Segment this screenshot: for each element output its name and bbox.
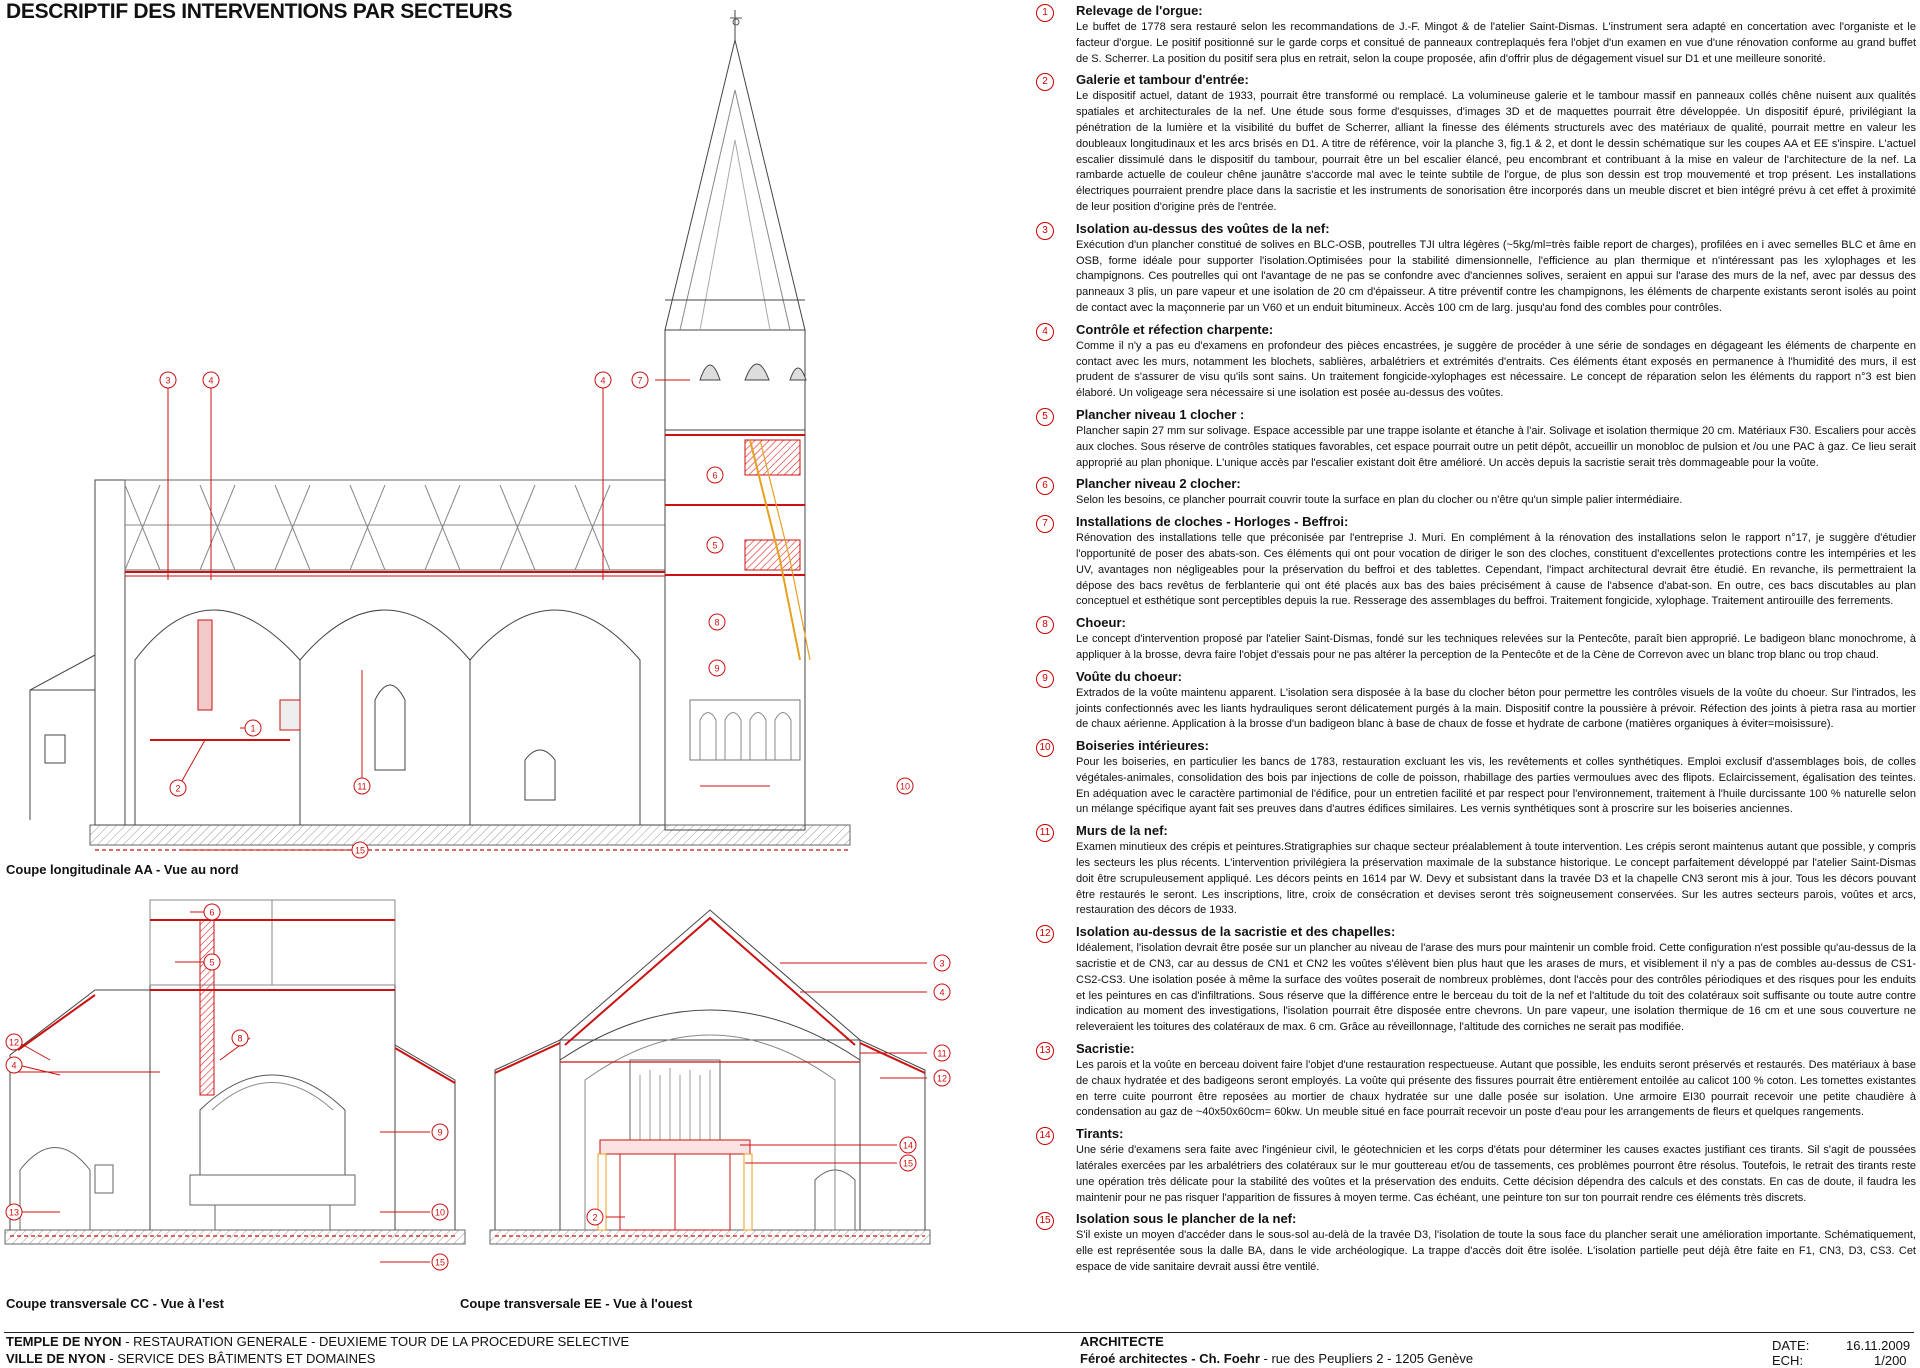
date-label: DATE: [1772,1338,1810,1353]
marker-2 [170,780,186,796]
intervention-description: Les parois et la voûte en berceau doivent faire l'objet d'une restauration respectueuse. Autant que possible, les enduits seront préservés et restaurés. Des matériaux à base de chaux hydratée et des badigeons seront employés. La voûte qui présente des fissures pourrait être entièrement entoilée au calicot 100 % coton. Les tomettes existantes en terre cuite pourront être reposées au mortier de chaux hydratée sur une dalle posée sur isolation. Une armoire EI30 pourrait recevoir une petite chaudière à condensation au gaz de ~40x50x60cm= 60kw. Un meuble situé en face pourrait recevoir un poste d'eau pour les arrangements de fleurs et quelques rangements. [1076,1059,1916,1119]
marker-11 [934,1045,950,1061]
intervention-item [1036,614,1916,664]
marker-label: 4 [939,987,945,998]
intervention-number: 1 [1036,4,1054,22]
project-line [6,1334,629,1349]
intervention-item [1036,737,1916,818]
intervention-description: Comme il n'y a pas eu d'examens en profondeur des pièces encastrées, je suggère de procéder à une série de sondages en dégageant les éléments de charpente en contact avec les murs, notamment les blochets, sablières, arbalétriers et extrémités d'entraits. Ces éléments étant exposés en permanence à l'humidité des murs, il est prudent de s'assurer de visu qu'ils sont sains. Un traitement fongicide-xylophages est nécessaire. Le concept de réparation selon les éléments du rapport n°3 est bien élaboré. Un voligeage sera nécessaire si une isolation est posée au-dessus des voûtes. [1076,339,1916,400]
intervention-description: S'il existe un moyen d'accéder dans le sous-sol au-delà de la travée D3, l'isolation de toute la sous face du plancher serait une amélioration importante. Schématiquement, elle est représentée sous la dalle BA, dans le vide archéologique. La trappe d'accès doit être isolée. L'isolation partielle peut déjà être faite en F1, CN3, D3, CS3. Cet espace de vide sanitaire devrait aussi être ventilé. [1076,1229,1916,1274]
intervention-title: Isolation sous le plancher de la nef: [1076,1211,1297,1227]
marker-label: 3 [165,375,171,386]
intervention-title: Tirants: [1076,1126,1124,1142]
marker-label: 8 [714,617,720,628]
intervention-number: 2 [1036,73,1054,91]
intervention-number: 13 [1036,1042,1054,1060]
marker-label: 10 [899,781,911,792]
intervention-item [1036,513,1916,610]
intervention-description: Exécution d'un plancher constitué de solives en BLC-OSB, poutrelles TJI ultra légères (~5kg/ml=très faible report de charges), profilées en i avec semelles BLC et âme en OSB, forme idéale pour supporter l'isolation.Optimisées pour la stabilité dimensionnelle, l'efficience au plan thermique et n'intéressant pas les xylophages et les champignons. Ces poutrelles qui ont l'avantage de ne pas se confondre avec d'anciennes solives, seraient en appui sur l'arase des murs de la nef, avec par dessus des panneaux 3 plis, un pare vapeur et une isolation de 20 cm d'épaisseur. A titre préventif contre les champignons, les éléments de charpente existants seront isolés au point de contact avec la maçonnerie par un V60 et un enduit bitumineux. Accès 100 cm de larg. jusqu'au fond des combles pour contrôles. [1076,238,1916,314]
intervention-item [1036,2,1916,67]
intervention-title: Boiseries intérieures: [1076,738,1209,754]
intervention-title: Contrôle et réfection charpente: [1076,321,1274,337]
marker-label: 8 [237,1033,243,1044]
architect-label: ARCHITECTE [1080,1334,1164,1349]
scale-value: 1/200 [1874,1353,1907,1368]
marker-8 [709,614,725,630]
intervention-number: 14 [1036,1127,1054,1145]
marker-label: 9 [714,663,720,674]
marker-4 [203,372,219,388]
intervention-number: 3 [1036,222,1054,240]
marker-6 [707,467,723,483]
footer-rule [4,1332,1914,1333]
caption-section-aa: Coupe longitudinale AA - Vue au nord [6,862,239,877]
intervention-item [1036,220,1916,317]
marker-label: 2 [175,783,181,794]
intervention-number: 12 [1036,925,1054,943]
caption-section-cc: Coupe transversale CC - Vue à l'est [6,1296,224,1311]
marker-label: 15 [354,845,366,856]
intervention-title: Plancher niveau 2 clocher: [1076,476,1241,492]
section-aa [30,10,850,850]
intervention-title: Isolation au-dessus de la sacristie et des chapelles: [1076,924,1396,940]
marker-7 [632,372,648,388]
marker-5 [204,954,220,970]
marker-2 [587,1209,603,1225]
marker-label: 1 [250,723,256,734]
intervention-title: Choeur: [1076,615,1126,631]
intervention-item [1036,668,1916,733]
marker-label: 7 [637,375,643,386]
intervention-number: 7 [1036,515,1054,533]
marker-13 [6,1204,22,1220]
intervention-number: 5 [1036,408,1054,426]
intervention-description: Rénovation des installations telle que préconisée par l'entreprise J. Muri. En complément à la rénovation des installations selon le rapport n°17, je suggère d'étudier l'opportunité de poser des abats-son. Ces éléments qui ont pour vocation de diriger le son des cloches, constituent d'excellentes protections contre les intempéries et les UV, avantages non négligeables pour la préservation du beffroi et des tablettes. Cependant, l'impact architectural devrait être étudié. En revanche, ils permettraient la dépose des bacs revêtus de ferblanterie qui ont été placés aux bas des baies précisément à cause de l'absence d'abat-son. En outre, ces bacs discutables au plan conceptuel et esthétique sont perceptibles depuis la rue. Resserage des assemblages du beffroi. Traitement fongicide, xylophage. Traitement antirouille des ferrements. [1076,532,1916,608]
marker-label: 11 [357,781,367,792]
intervention-description: Le concept d'intervention proposé par l'atelier Saint-Dismas, fondé sur les techniques relevées sur la Pentecôte, paraît bien approprié. Le badigeon blanc monochrome, à appliquer à la brosse, devra faire l'objet d'essais pour ne pas altérer la perception de la Pentecôte et de la Cène de Correvon avec un blanc trop blanc ou trop chaud. [1076,633,1916,661]
intervention-item [1036,321,1916,402]
marker-4 [934,984,950,1000]
client-line [6,1351,375,1366]
marker-label: 15 [434,1257,446,1268]
project-name: TEMPLE DE NYON [6,1334,122,1349]
intervention-number: 9 [1036,670,1054,688]
intervention-title: Murs de la nef: [1076,823,1168,839]
intervention-description: Le buffet de 1778 sera restauré selon les recommandations de J.-F. Mingot & de l'atelier Saint-Dismas. L'instrument sera adapté en concertation avec l'organiste et le facteur d'orgue. Le positif positionné sur le garde corps et consitué de panneaux contreplaqués fera l'objet d'un examen en vue d'une rénovation conforme au grand buffet de S. Scherrer. La position du positif sera plus en retrait, selon la coupe proposée, afin d'offrir plus de dégagement visuel sur D1 et une meilleure sonorité. [1076,21,1916,65]
intervention-item [1036,1040,1916,1121]
intervention-markers [6,372,950,1270]
marker-label: 2 [592,1212,598,1223]
intervention-number: 6 [1036,477,1054,495]
marker-label: 11 [937,1048,947,1059]
intervention-description: Extrados de la voûte maintenu apparent. L'isolation sera disposée à la base du clocher béton pour permettre les contrôles visuels de la voûte du choeur. Sur l'intrados, les joints confectionnés avec les liants hydrauliques seront délicatement purgés à la main. Dispositif contre la poussière à prévoir. Réfection des joints à pietra rasa au mortier de chaux aérienne. Application à la brosse d'un badigeon blanc à base de chaux de fosse et hydrate de carbone (matières organiques à éviter=moisissure). [1076,686,1916,731]
client-name: VILLE DE NYON [6,1351,106,1366]
intervention-item [1036,822,1916,919]
marker-8 [232,1030,248,1046]
marker-leaders [18,380,927,1262]
intervention-number: 15 [1036,1212,1054,1230]
intervention-item [1036,1210,1916,1275]
sheet-title: DESCRIPTIF DES INTERVENTIONS PAR SECTEURS [6,0,513,23]
marker-12 [6,1034,22,1050]
intervention-item [1036,406,1916,471]
project-description: - RESTAURATION GENERALE - DEUXIEME TOUR DE LA PROCEDURE SELECTIVE [121,1334,630,1349]
intervention-description: Le dispositif actuel, datant de 1933, pourrait être transformé ou remplacé. La volumineuse galerie et le tambour massif en panneaux collés chêne nuisent aux qualités spatiales et architecturales de la nef. Une étude sous forme d'esquisses, d'images 3D et de maquettes pourrait être développée. Un dispositif épuré, privilégiant la pénétration de la lumière et la visibilité du buffet de Scherrer, alliant la finesse des éléments structurels avec des matériaux de qualité, pourrait mettre en valeur les doubleaux longitudinaux et les arcs brisés en D1. A titre de référence, voir la planche 3, fig.1 & 2, et dont le dessin schématique sur les coupes AA et EE s'inspire. L'actuel escalier dissimulé dans le dispositif du tambour, pourrait être un bel escalier élancé, peu encombrant et contribuant à la mise en valeur de l'architecture de la nef. La rambarde actuelle de couleur chêne jaunâtre s'accorde mal avec le teinte subtile de l'orgue, de plus son dessin est trop mouvementé et trop présent. Les installations électriques pourraient prendre place dans la sacristie et les instruments de sonorisation être incorporés dans un meuble discret et bien intégré prévu à cet effet à proximité de leur position d'origine près de l'entrée. [1076,90,1916,213]
intervention-description: Une série d'examens sera faite avec l'ingénieur civil, le géotechnicien et les corps d'états pour déterminer les causes exactes justifiant ces tirants. Sil s'agit de poussées latérales exercées par les arbalétriers des colatéraux sur le mur gouttereau et/ou de tassements, ces problèmes pourront être résolus. Toutefois, le retrait des tirants reste une opération très délicate pour la stabilité des voûtes et la préservation des enduits. Cette décision dépendra des calculs et des constats. En cas de doute, il faudra les maintenir pour ne pas risquer l'apparition de fissures à moyen terme. Cas échéant, une peinture ton sur ton pourrait rendre ces éléments très discrets. [1076,1144,1916,1204]
marker-label: 4 [208,375,214,386]
marker-label: 5 [209,957,215,968]
marker-9 [709,660,725,676]
intervention-number: 10 [1036,739,1054,757]
marker-label: 6 [712,470,718,481]
marker-3 [934,955,950,971]
tower-finial [730,18,742,25]
marker-11 [354,778,370,794]
intervention-description: Idéalement, l'isolation devrait être posée sur un plancher au niveau de l'arase des murs pour maintenir un comble froid. Cette configuration n'est possible qu'au-dessus de la sacristie et de CN3, car au dessus de CN1 et CN2 les voûtes s'élèvent bien plus haut que les arases de murs, et visiblement il n'y a pas de combles au-dessus de CS1-CS2-CS3. Une isolation posée à même la surface des voûtes poserait de nombreux problèmes, dont l'accès pour des contrôles périodiques et des risques pour les enduits et les peintures en cas d'infiltrations. Sous réserve que la différence entre le berceau du toit de la nef et l'altitude du toit des colatéraux soit suffisante ou toute autre contre indication au moment des investigations, l'isolation pourrait être disposée entre chevrons. Un pare vapeur, une isolation thermique de 16 cm et une sous couverture ne releveraient les toitures des colatéraux de max. 6 cm. Grâce au réveillonnage, l'altitude des corniches ne serait pas modifiée. [1076,942,1916,1034]
intervention-title: Galerie et tambour d'entrée: [1076,72,1249,88]
caption-section-ee: Coupe transversale EE - Vue à l'ouest [460,1296,693,1311]
marker-label: 15 [902,1158,914,1169]
intervention-item [1036,923,1916,1036]
marker-label: 14 [902,1140,914,1151]
marker-4 [595,372,611,388]
marker-5 [707,537,723,553]
intervention-description: Examen minutieux des crépis et peintures.Stratigraphies sur chaque secteur préalablement à toute intervention. Les crépis seront maintenus autant que possible, y compris les secteurs les plus récents. L'intervention privilégiera la préservation maximale de la substance historique. Le concept parfaitement développé par l'atelier Saint-Dismas doit être scrupuleusement appliqué. Les décors peints en 1614 par W. Devy et subsistant dans la travée D3 et la chapelle CN3 seront mis à jour. Tous les décors pouvant être restaurés le seront. Les inscriptions, litre, croix de consécration et devises seront très soigneusement conservées. Sur les autres secteurs parois, voûtes et arcs, restauration des décors de 1933. [1076,841,1916,917]
marker-3 [160,372,176,388]
intervention-title: Plancher niveau 1 clocher : [1076,406,1245,422]
interventions-list [1036,2,1916,1280]
marker-9 [432,1124,448,1140]
marker-label: 13 [8,1207,20,1218]
marker-label: 10 [434,1207,446,1218]
section-ee [490,910,930,1244]
intervention-title: Voûte du choeur: [1076,668,1182,684]
section-cc [5,900,465,1244]
marker-label: 4 [600,375,606,386]
marker-15 [432,1254,448,1270]
intervention-item [1036,71,1916,215]
date-value: 16.11.2009 [1846,1338,1911,1353]
marker-label: 3 [939,958,945,969]
marker-6 [204,904,220,920]
title-block [0,1332,1920,1368]
marker-label: 4 [11,1060,17,1071]
intervention-title: Sacristie: [1076,1041,1135,1057]
architect-address: - rue des Peupliers 2 - 1205 Genève [1259,1351,1474,1366]
intervention-description: Selon les besoins, ce plancher pourrait couvrir toute la surface en plan du clocher ou n'être qu'un simple palier intermédiaire. [1076,494,1683,507]
marker-1 [245,720,261,736]
marker-label: 12 [936,1073,948,1084]
marker-label: 12 [8,1037,20,1048]
marker-14 [900,1137,916,1153]
scale-label: ECH: [1772,1353,1804,1368]
marker-15 [352,842,368,858]
architect-name: Féroé architectes - Ch. Foehr [1080,1351,1260,1366]
intervention-number: 8 [1036,616,1054,634]
marker-label: 5 [712,540,718,551]
intervention-title: Relevage de l'orgue: [1076,3,1203,18]
marker-10 [432,1204,448,1220]
client-service: - SERVICE DES BÂTIMENTS ET DOMAINES [105,1351,376,1366]
marker-label: 9 [437,1127,443,1138]
marker-4 [6,1057,22,1073]
architect-line [1080,1351,1473,1366]
intervention-item [1036,1125,1916,1206]
intervention-item [1036,475,1916,509]
intervention-title: Isolation au-dessus des voûtes de la nef: [1076,220,1330,236]
marker-label: 6 [209,907,215,918]
intervention-number: 11 [1036,824,1054,842]
intervention-description: Plancher sapin 27 mm sur solivage. Espace accessible par une trappe isolante et étanche à l'air. Solivage et isolation thermique 20 cm. Matériaux F30. Escaliers pour accès aux cloches. Sous réserve de contrôles statiques favorables, cet espace pourrait outre un petit dépôt, accueillir un monobloc de pulsion et /ou une PAC à gaz. Ce lieu serait approprié au plan phonique. L'unique accès par l'escalier existant doit être amélioré. Un accès depuis la sacristie serait très dommageable pour la voûte. [1076,424,1916,469]
intervention-description: Pour les boiseries, en particulier les bancs de 1783, restauration excluant les vis, les revêtements et colles synthétiques. Emploi exclusif d'assemblages bois, de colles végétales-animales, consolidation des bois par injections de colle de poisson, rhabillage des parties vermoulues avec des flipots. Eclaircissement, égalisation des teintes. En adéquation avec le caractère partimonial de l'édifice, pour un entretien facilité et par respect pour l'environnement, traitement à l'huile durcissante 100 % naturelle selon un mélange spécifique ayant fait ses preuves dans d'autres édifices similaires. Les vernis synthétiques sont à proscrire sur les boiseries anciennes. [1076,756,1916,816]
marker-12 [934,1070,950,1086]
marker-10 [897,778,913,794]
intervention-number: 4 [1036,323,1054,341]
intervention-title: Installations de cloches - Horloges - Beffroi: [1076,514,1349,530]
marker-15 [900,1155,916,1171]
